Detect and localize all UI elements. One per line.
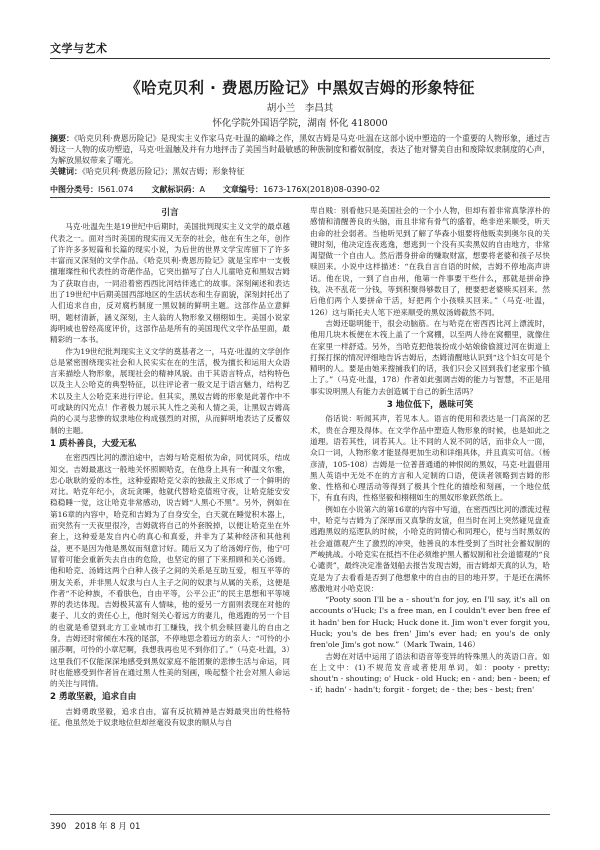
clc-number: 中图分类号：I561.074 <box>50 185 134 194</box>
paragraph: 在密西西比河的漂泊途中，吉姆与哈克相依为命，同忧同乐，结成知交。吉姆最惠这一般地关怀照顾哈克，在他身上具有一种温文尔雅，忠心耿耿的爱的本性，这种爱跟哈克父亲的独裁主义形成了一个鲜明的对比。哈克年纪小，贪玩贪睡，他就代替哈克值班守夜，让哈克能安安稳稳睡一觉，这让哈克非常感动，说吉姆“人黑心不黑”。另外，例如在第16章的内容中，哈克和吉姆为了自身安全，白天就在睡觉积木器上，而突然有一天夜里很冷，吉姆就将自己的外套脱掉，以便让哈克坐在外套上，这种爱是发自内心的真心和真爱，并非为了某种经济和其他利益，更不是因为他是黑奴而刻意讨好。随后又为了给汤姆疗伤，他宁可冒着可能会重新失去自由的危险，也坚定的留了下来照顾和关心汤姆。他和哈克、汤姆这两个白种人孩子之间的关系是互助互爱，相互平等的朋友关系，并非黑人奴隶与白人主子之间的奴隶与从属的关系，这便是作者“不论种族，不看肤色，自由平等，公平公正”的民主思想和平等境界的表达体现。吉姆极其富有人情味，他的爱另一方面则表现在对他的妻子、儿女的责任心上，他时刻关心着远方的妻儿，他逃跑的另一个目的也就是希望到北方工业城市打工赚钱，找个机会赎回妻儿的自由之身。吉姆还时常倾在木筏的尾部，不停地思念着远方的亲人：“可怜的小丽莎啊，可怜的小章尼啊，我想我再也见不到你们了。”（马克·吐温，3）这里我们不仅能深深地感受到黑奴家庭不能团聚的悲惨生活与命运，同时也能感受到作者旨在通过黑人性美的刻画，唤起整个社会对黑人命运的关注与同情。 <box>50 453 290 689</box>
section-heading-1: 1 质朴善良，大爱无私 <box>50 438 137 449</box>
section-heading-2: 2 勇敢坚毅，追求自由 <box>50 692 137 703</box>
section-heading-3: 3 地位低下，愚昧可笑 <box>386 400 474 411</box>
intro-heading: 引言 <box>161 208 179 218</box>
article-number: 文章编号：1673-176X(2018)08-0390-02 <box>222 185 381 194</box>
page-footer: 390 2018 年 8 月 01 <box>50 822 141 832</box>
footer-rule <box>50 814 550 815</box>
section-label: 文学与艺术 <box>50 42 108 55</box>
abstract-rule <box>50 197 550 198</box>
paragraph: 吉姆勇敢坚毅，追求自由，富有反抗精神是吉姆最突出的性格特征。他虽然处于奴隶地位但却丝毫没有奴隶的顺从与自 <box>50 706 290 728</box>
paragraph: 吉姆在对话中运用了语法和语音等变异的特殊黑人的英语口音。如在上文中：(1)不规范发音或者使用单词，如：pooty - pretty; shout'n - shouting; o' Huck - old Huck; en - and; ben - been; ef - if; hadn' - hadn't; forgit - forget; de - the; bes - best; fren' <box>310 651 550 695</box>
paragraph: 卑自贱：别看他只是美国社会的一个小人物，但却有着非常真挚淳朴的感情和清醒善良的头脑，而且非常有骨气的盛着，绝非逆来顺受，听天由命的社会弱者。当他听见到了解了华森小姐要将他贩卖到奥尔良的关键时刻，他决定连夜逃逸，想逃到一个没有买卖黑奴的自由地方，非常渴望做一个自由人。然后潜身拼命的赚取财富，想要将老婆和孩子尽快赎回来。小说中这样描述：“在我自言自语的时候，吉姆不停地高声讲话。他在说，一到了自由州，他第一件事要干些什么，那就是拼命挣钱，决不乱花一分钱，等到积聚得够数目了，便要把老婆赎买回来。然后他们两个人要拼命干活，好把两个小孩赎买回来。”（马克·吐温，126）这与斯托夫人笔下逆来顺受的黑奴汤姆截然不同。 <box>310 206 550 317</box>
paragraph: 马克·吐温先生是19世纪中后期时，美国批判现实主义文学的最卓越代表之一。面对当时美国的现实而又无奈的社会，他在有生之年，创作了许许多多短篇和长篇的现实小说，为后世的世界文学宝库留下了许多丰富而又深刻的文学作品。《哈克贝利·费恩历险记》就是宝库中一支极擅璀璨性和代表性的奇葩作品，它突出描写了白人儿童哈克和黑奴吉姆为了获取自由，一同沿着密西西比河结伴逃亡的故事。深刻阐述和表达出了19世纪中后期美国西部地区的生活状态和生存面貌，深刻封托出了人们追求自由，反对腐朽制度一黑奴制的鲜明主题。这部作品立意鲜明，题材清新，涵义深刻，主人翁的人物形象又栩栩如生。美国小说家海明威也曾经高度评价，这部作品是所有的美国现代文学作品里面，最精彩的一本书。 <box>50 222 290 345</box>
paragraph: 俗话说：听闻其声，若见本人。语言的使用和表达是一门高深的艺术，贵在合理及得体。在文学作品中塑造人物形象的时候，也是如此之道理。语若其性，词若其人。让不同的人说不同的话，而非众人一面，众口一词，人物形象才能显得更加生动和详细具体，并且真实可信。（杨彦清，105-108）吉姆是一位普普通通的神恨阅的黑奴，马克·吐温借用黑人英语中无处不在的方言和人定制的口语，使读者领略到吉姆的形象、性格和心理活动等得到了极具个性化的描绘和刻画，一个地位低下，有血有肉，性格坚毅和栩栩如生的黑奴形象跃然纸上。 <box>310 414 550 503</box>
document-code: 文献标识码：A <box>151 185 205 194</box>
article-affiliation: 怀化学院外国语学院，湖南 怀化 418000 <box>212 118 388 129</box>
left-column <box>50 205 290 728</box>
article-authors: 胡小兰 李昌其 <box>266 103 334 114</box>
quote-paragraph: “Pooty soon I'll be a - shout'n for joy, en I'll say, it's all on accounts o'Huck; I's a free man, en I couldn't ever ben free ef it hadn' ben for Huck; Huck done it. Jim won't ever forgit you, Huck; you's de bes fren' Jim's ever had; en you's de only fren'ole Jim's got now.”（Mark Twain, 146） <box>310 595 550 650</box>
paragraph: 作为19世纪批判现实主义文学的奠基者之一，马克·吐温的文学创作总是紧密围绕现实社会和人民实实在在的生活，极为擅长和运用大众语言来描绘人物形象，展现社会的精神风貌。由于其语言特点，结构特色以及主人公哈克的典型特征，以往评论者一般文足于语言魅力，结构艺术以及主人公哈克来进行评论。但其实，黑奴吉姆的形象是此著作中不可或缺的闪光点！作者极力展示其人性之美和人情之美，让黑奴吉姆高尚的心灵与悲惨的奴隶地位构成强烈的对照，从而鲜明地表达了反蓄奴制的主题。 <box>50 346 290 435</box>
abstract-label: 摘要： <box>50 133 75 143</box>
article-title: 《哈克贝利 · 费恩历险记》中黑奴吉姆的形象特征 <box>125 79 475 97</box>
right-column <box>310 205 550 696</box>
abstract-text: 《哈克贝利·费恩历险记》是现实主义作家马克·吐温的巅峰之作，黑奴吉姆是马克·吐温在这部小说中塑造的一个重要的人物形象，通过吉姆这一人物的成功塑造，马克·吐温触及并有力地抨击了美国当时最敏感的种族制度和蓄奴制度，表达了他对譬美自由和废除奴隶制度的心声，为解放黑奴带来了曙光。 <box>50 134 551 165</box>
paragraph: 例如在小说第六的第16章的内容中写道，在密西西比河的漂流过程中，哈克与吉姆为了深厚而又真挚的友谊，但当时在河上突然碰见盘查逃跑黑奴的巡逻队的时候，小哈克的同情心和同理心，使与当时黑奴的社会道德观产生了激烈的冲突，他善良的本性受到了当时社会蓄奴制的严峻挑战。小哈克实在抵挡不住必须维护黑人蓄奴制和社会道德观的“良心谴责”，最终决定准备划船去报告发现吉姆，而吉姆却天真的认为，哈克是为了去看看是否到了他想象中的自由的目的地开罗，于是还在满怀感激地对小哈克说： <box>310 504 550 593</box>
keywords-label: 关键词： <box>50 166 82 176</box>
classification-row <box>50 184 550 195</box>
paragraph: 吉姆还聪明能干，很会动脑筋。在与哈克在密西西比河上漂流时，他用几块木板便在木筏上盖了一个窝棚，以至两人待在窝棚里，就像住在家里一样舒适。另外，当哈克把他装扮成小姑娘偷偷渡过河在街道上打探打探的情况评细地告诉吉姆后，杰姆清醒地认识到“这个妇女可是个精明的人。要是由她来搜捕我们的话，我们只会又回到我们老家那个镇上了。”（马克·吐温，178）作者如此强调吉姆的能力与智慧，不正是用事实说明黑人有能力去创造属于自己的新生活吗？ <box>310 318 550 396</box>
header-rule <box>50 58 550 59</box>
keywords-text: 《哈克贝利·费恩历险记》；黑奴吉姆；形象特征 <box>82 167 245 176</box>
abstract-block <box>50 133 550 177</box>
